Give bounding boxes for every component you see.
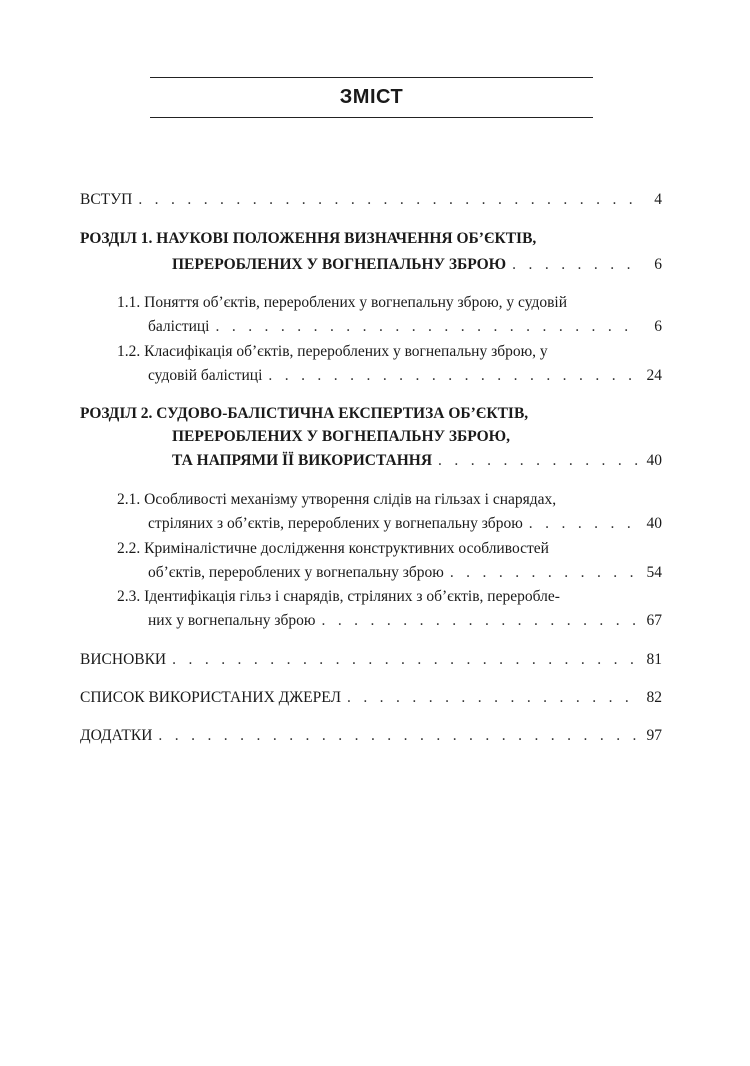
toc-entry-section-1-2[interactable] [148, 366, 662, 386]
toc-title: судовій балістиці [148, 367, 263, 384]
toc-entry-chapter-1[interactable] [172, 255, 662, 275]
toc-entry-intro[interactable] [80, 190, 662, 210]
toc-page-number: 40 [646, 515, 662, 532]
page-title: ЗМІСТ [339, 86, 404, 108]
toc-entry-section-2-2[interactable] [148, 563, 662, 583]
toc-chapter-1-title-line1[interactable]: РОЗДІЛ 1. НАУКОВІ ПОЛОЖЕННЯ ВИЗНАЧЕННЯ ОБ’ЄКТІВ, [80, 230, 537, 247]
toc-chapter-2-title-line1[interactable]: РОЗДІЛ 2. СУДОВО-БАЛІСТИЧНА ЕКСПЕРТИЗА ОБ’ЄКТІВ, [80, 405, 529, 422]
toc-leader-dots [158, 726, 638, 746]
toc-leader-dots [450, 563, 638, 583]
toc-section-1-1-line1[interactable]: 1.1. Поняття об’єктів, перероблених у вогнепальну зброю, у судовій [117, 294, 568, 311]
toc-chapter-2-title-line2[interactable]: ПЕРЕРОБЛЕНИХ У ВОГНЕПАЛЬНУ ЗБРОЮ, [172, 428, 511, 445]
toc-leader-dots [438, 451, 638, 471]
toc-title: стріляних з об’єктів, перероблених у вогнепальну зброю [148, 515, 523, 532]
toc-section-2-2-line1[interactable]: 2.2. Криміналістичне дослідження конструктивних особливостей [117, 540, 549, 557]
toc-entry-section-2-3[interactable] [148, 611, 662, 631]
toc-page-number: 4 [654, 191, 662, 208]
toc-title: ТА НАПРЯМИ ЇЇ ВИКОРИСТАННЯ [172, 452, 433, 469]
toc-leader-dots [138, 190, 638, 210]
toc-entry-conclusions[interactable] [80, 650, 662, 670]
toc-leader-dots [529, 514, 638, 534]
toc-page-number: 24 [646, 367, 662, 384]
toc-section-2-3-line1[interactable]: 2.3. Ідентифікація гільз і снарядів, стріляних з об’єктів, переробле- [117, 588, 560, 605]
toc-leader-dots [268, 366, 638, 386]
toc-leader-dots [321, 611, 638, 631]
toc-title: ВИСНОВКИ [80, 651, 167, 668]
toc-page-number: 97 [646, 727, 662, 744]
toc-page-number: 6 [654, 318, 662, 335]
toc-title: ДОДАТКИ [80, 727, 153, 744]
heading-bottom-rule [150, 117, 593, 118]
toc-entry-section-2-1[interactable] [148, 514, 662, 534]
toc-entry-section-1-1[interactable] [148, 317, 662, 337]
toc-title: ПЕРЕРОБЛЕНИХ У ВОГНЕПАЛЬНУ ЗБРОЮ [172, 256, 507, 273]
toc-leader-dots [347, 688, 638, 708]
toc-title: СПИСОК ВИКОРИСТАНИХ ДЖЕРЕЛ [80, 689, 341, 706]
toc-title: балістиці [148, 318, 210, 335]
toc-entry-appendices[interactable] [80, 726, 662, 746]
toc-page-number: 82 [646, 689, 662, 706]
heading-top-rule [150, 77, 593, 78]
toc-entry-references[interactable] [80, 688, 662, 708]
toc-title: них у вогнепальну зброю [148, 612, 316, 629]
toc-page-number: 6 [654, 256, 662, 273]
toc-title: ВСТУП [80, 191, 133, 208]
toc-page-number: 40 [646, 452, 662, 469]
toc-leader-dots [512, 255, 638, 275]
toc-section-2-1-line1[interactable]: 2.1. Особливості механізму утворення слідів на гільзах і снарядах, [117, 491, 557, 508]
toc-page-number: 54 [646, 564, 662, 581]
toc-page-number: 81 [646, 651, 662, 668]
toc-leader-dots [172, 650, 638, 670]
toc-title: об’єктів, перероблених у вогнепальну зброю [148, 564, 444, 581]
toc-page-number: 67 [646, 612, 662, 629]
toc-leader-dots [216, 317, 639, 337]
toc-entry-chapter-2[interactable] [172, 451, 662, 471]
toc-section-1-2-line1[interactable]: 1.2. Класифікація об’єктів, перероблених у вогнепальну зброю, у [117, 343, 548, 360]
